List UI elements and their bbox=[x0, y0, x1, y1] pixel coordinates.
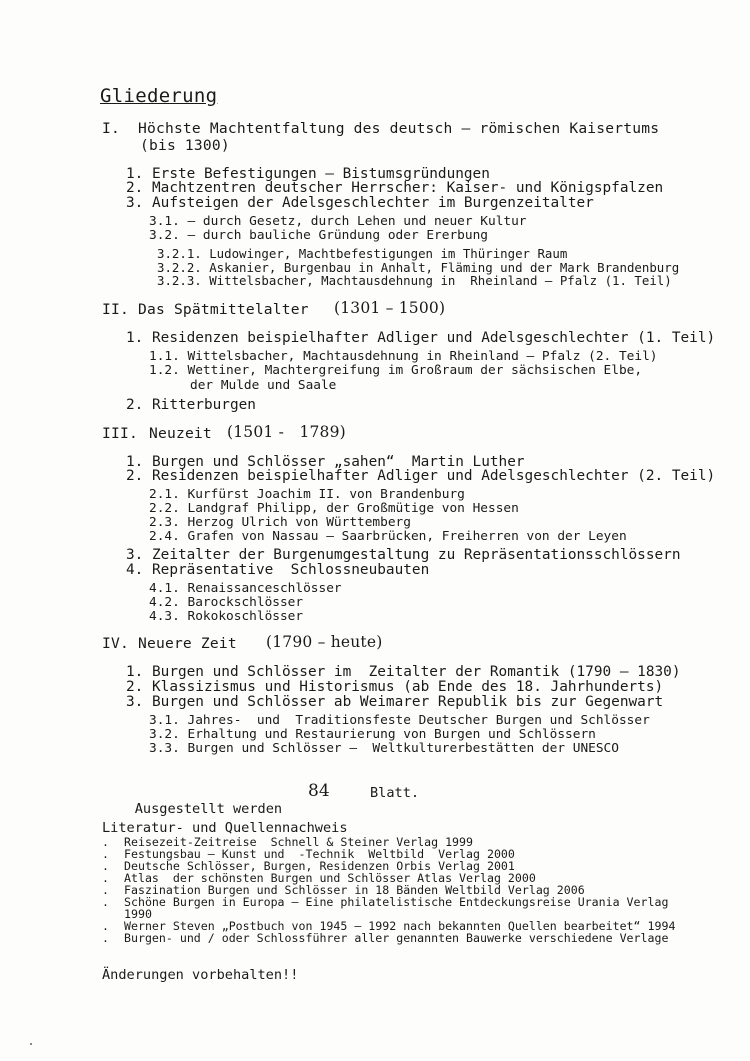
section-years: (bis 1300) bbox=[140, 137, 230, 154]
list-item: 1. Residenzen beispielhafter Adliger und Adelsgeschlechter (1. Teil) bbox=[126, 330, 716, 346]
exhibit-count: 84 bbox=[308, 781, 330, 801]
sub-item: 3.3. Burgen und Schlösser – Weltkulturerbestätten der UNESCO bbox=[149, 741, 619, 756]
section-heading-4 bbox=[102, 633, 383, 652]
sub-item: 1.1. Wittelsbacher, Machtausdehnung in Rheinland – Pfalz (2. Teil) bbox=[149, 349, 658, 364]
section-heading-1 bbox=[102, 120, 660, 137]
literature-entry: . Deutsche Schlösser, Burgen, Residenzen Orbis Verlag 2001 bbox=[102, 859, 515, 873]
section-title: Höchste Machtentfaltung des deutsch – römischen Kaisertums bbox=[138, 120, 660, 137]
section-number: I. bbox=[102, 120, 120, 137]
section-heading-2 bbox=[102, 299, 446, 318]
sub-item: 4.2. Barockschlösser bbox=[149, 595, 304, 610]
section-years: (1301 – 1500) bbox=[334, 299, 446, 317]
section-number: II. bbox=[102, 301, 129, 318]
section-heading-3 bbox=[102, 423, 346, 442]
subsub-item: 3.2.3. Wittelsbacher, Machtausdehnung in Rheinland – Pfalz (1. Teil) bbox=[157, 273, 672, 288]
sub-item: 2.2. Landgraf Philipp, der Großmütige von Hessen bbox=[149, 501, 519, 516]
sub-item: 1.2. Wettiner, Machtergreifung im Großraum der sächsischen Elbe, bbox=[149, 363, 643, 378]
literature-entry: . Werner Steven „Postbuch von 1945 – 1992 nach bekannten Quellen bearbeitet“ 1994 bbox=[102, 919, 676, 933]
section-title: Neuzeit bbox=[149, 425, 212, 442]
list-item: 1. Burgen und Schlösser im Zeitalter der Romantik (1790 – 1830) bbox=[126, 664, 681, 680]
literature-entry: . Schöne Burgen in Europa – Eine philatelistische Entdeckungsreise Urania Verlag bbox=[102, 895, 669, 909]
scan-speck bbox=[30, 1043, 32, 1045]
section-number: III. bbox=[102, 425, 138, 442]
section-years-1 bbox=[140, 137, 230, 154]
exhibit-label: Ausgestellt werden bbox=[134, 801, 283, 817]
literature-entry: . Festungsbau – Kunst und -Technik Weltbild Verlag 2000 bbox=[102, 847, 515, 861]
list-item: 3. Aufsteigen der Adelsgeschlechter im Burgenzeitalter bbox=[126, 195, 594, 211]
page-title: Gliederung bbox=[100, 85, 218, 107]
list-item: 1. Erste Befestigungen – Bistumsgründungen bbox=[126, 166, 490, 182]
sub-item: 2.3. Herzog Ulrich von Württemberg bbox=[149, 515, 411, 530]
exhibit-unit: Blatt. bbox=[370, 785, 420, 801]
section-number: IV. bbox=[102, 635, 129, 652]
list-item: 2. Ritterburgen bbox=[126, 397, 256, 413]
list-item: 3. Zeitalter der Burgenumgestaltung zu Repräsentationsschlössern bbox=[126, 547, 681, 563]
sub-item: 2.4. Grafen von Nassau – Saarbrücken, Freiherren von der Leyen bbox=[149, 529, 627, 544]
list-item: 2. Residenzen beispielhafter Adliger und Adelsgeschlechter (2. Teil) bbox=[126, 468, 716, 484]
literature-heading: Literatur- und Quellennachweis bbox=[102, 820, 348, 836]
section-years: (1790 – heute) bbox=[266, 633, 383, 651]
sub-item: 3.1. – durch Gesetz, durch Lehen und neuer Kultur bbox=[149, 214, 527, 229]
literature-entry: . Burgen- und / oder Schlossführer aller genannten Bauwerke verschiedene Verlage bbox=[102, 931, 669, 945]
sub-item: 4.3. Rokokoschlösser bbox=[149, 609, 304, 624]
literature-entry: . Atlas der schönsten Burgen und Schlösser Atlas Verlag 2000 bbox=[102, 871, 536, 885]
list-item: 3. Burgen und Schlösser ab Weimarer Republik bis zur Gegenwart bbox=[126, 694, 664, 710]
list-item: 1. Burgen und Schlösser „sahen“ Martin Luther bbox=[126, 454, 525, 470]
section-years: (1501 - 1789) bbox=[227, 423, 346, 441]
list-item: 4. Repräsentative Schlossneubauten bbox=[126, 562, 430, 578]
sub-item: 3.1. Jahres- und Traditionsfeste Deutscher Burgen und Schlösser bbox=[149, 713, 650, 728]
sub-item: 4.1. Renaissanceschlösser bbox=[149, 581, 342, 596]
section-title: Das Spätmittelalter bbox=[138, 301, 309, 318]
literature-entry-continuation: 1990 bbox=[124, 907, 152, 921]
subsub-item: 3.2.2. Askanier, Burgenbau in Anhalt, Fläming und der Mark Brandenburg bbox=[157, 260, 680, 275]
subsub-item: 3.2.1. Ludowinger, Machtbefestigungen im Thüringer Raum bbox=[157, 246, 568, 261]
section-title: Neuere Zeit bbox=[138, 635, 237, 652]
sub-item: 2.1. Kurfürst Joachim II. von Brandenburg bbox=[149, 487, 465, 502]
sub-item-continuation: der Mulde und Saale bbox=[190, 378, 337, 393]
sub-item: 3.2. Erhaltung und Restaurierung von Burgen und Schlössern bbox=[149, 727, 596, 742]
list-item: 2. Machtzentren deutscher Herrscher: Kaiser- und Königspfalzen bbox=[126, 180, 664, 196]
sub-item: 3.2. – durch bauliche Gründung oder Ererbung bbox=[149, 228, 488, 243]
literature-entry: . Faszination Burgen und Schlösser in 18 Bänden Weltbild Verlag 2006 bbox=[102, 883, 585, 897]
literature-entry: . Reisezeit-Zeitreise Schnell & Steiner Verlag 1999 bbox=[102, 835, 474, 849]
list-item: 2. Klassizismus und Historismus (ab Ende des 18. Jahrhunderts) bbox=[126, 679, 664, 695]
footer-note: Änderungen vorbehalten!! bbox=[102, 967, 299, 983]
